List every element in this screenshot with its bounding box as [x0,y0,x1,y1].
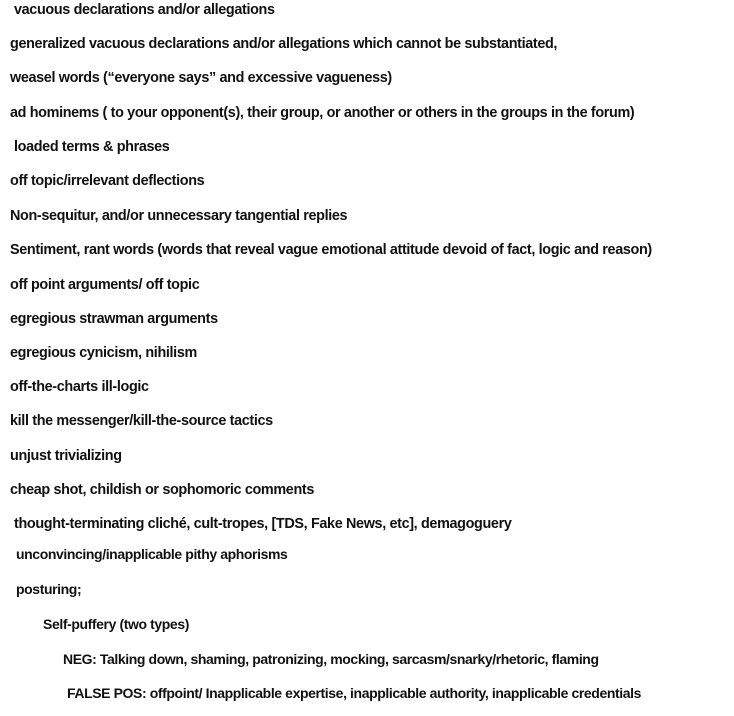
list-item: off point arguments/ off topic [10,277,200,293]
list-item: generalized vacuous declarations and/or allegations which cannot be substantiated, [10,36,558,52]
list-item: kill the messenger/kill-the-source tactics [10,413,273,429]
list-item: NEG: Talking down, shaming, patronizing, mocking, sarcasm/snarky/rhetoric, flaming [63,651,599,667]
list-item: off topic/irrelevant deflections [10,173,205,189]
list-item: Sentiment, rant words (words that reveal vague emotional attitude devoid of fact, logic and reason) [10,242,652,258]
list-item: vacuous declarations and/or allegations [14,2,275,18]
list-item: egregious strawman arguments [10,311,218,327]
list-item: posturing; [16,581,82,597]
list-item: Non-sequitur, and/or unnecessary tangential replies [10,208,348,224]
list-item: Self-puffery (two types) [43,616,189,632]
list-item: weasel words (“everyone says” and excessive vagueness) [10,70,392,86]
list-item: cheap shot, childish or sophomoric comments [10,482,314,498]
list-item: unjust trivializing [10,448,122,464]
list-item: unconvincing/inapplicable pithy aphorisms [16,546,288,562]
list-item: FALSE POS: offpoint/ Inapplicable expertise, inapplicable authority, inapplicable credentials [67,685,642,701]
list-item: egregious cynicism, nihilism [10,345,197,361]
list-item: thought-terminating cliché, cult-tropes, [TDS, Fake News, etc], demagoguery [14,516,512,532]
list-item: ad hominems ( to your opponent(s), their group, or another or others in the groups in the forum) [10,105,635,121]
list-item: off-the-charts ill-logic [10,379,149,395]
list-item: loaded terms & phrases [14,139,170,155]
